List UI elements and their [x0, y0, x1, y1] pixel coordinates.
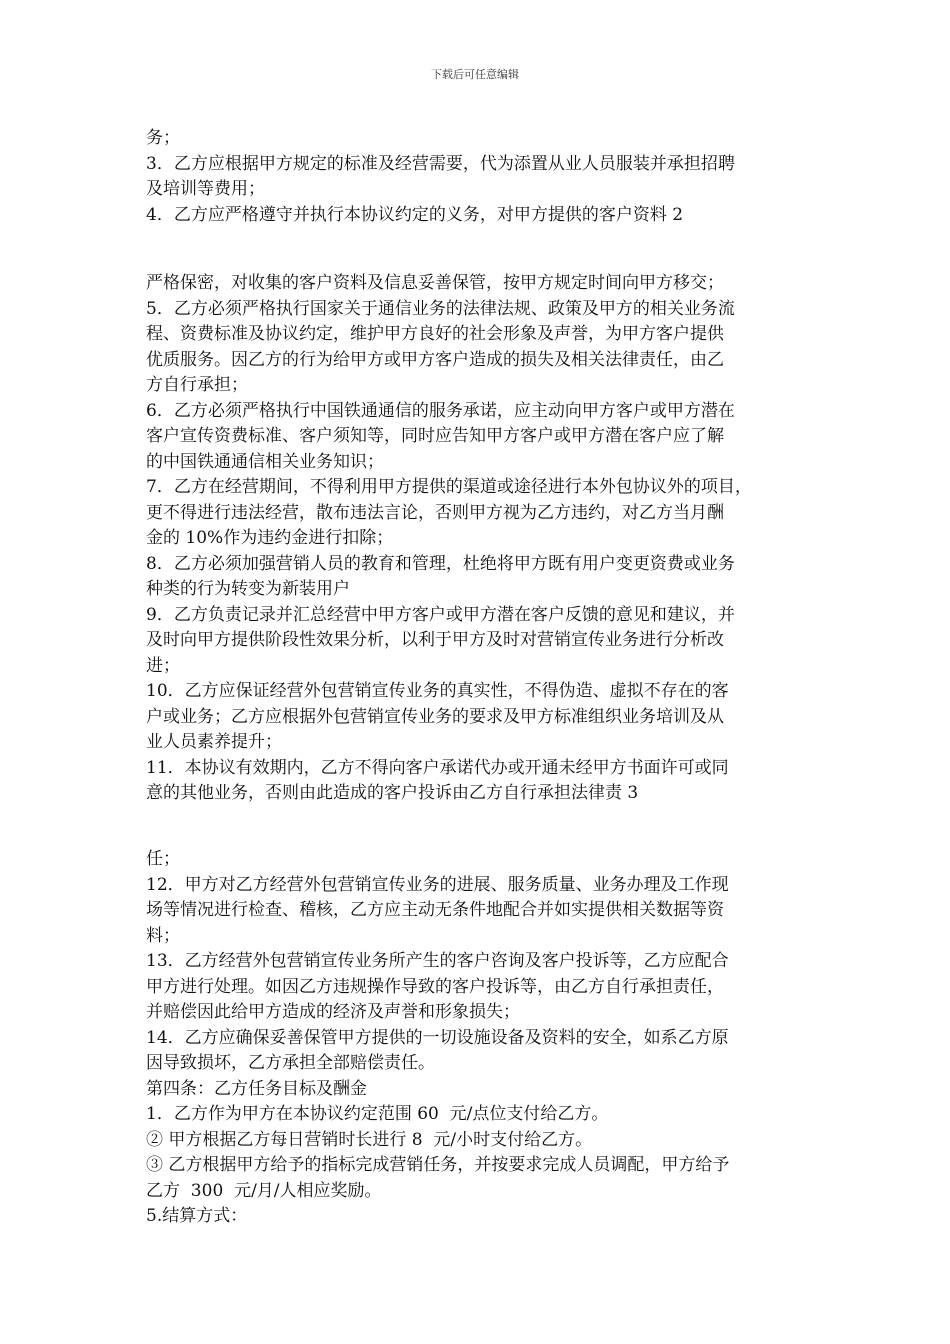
text-line: 5．乙方必须严格执行国家关于通信业务的法律法规、政策及甲方的相关业务流 [146, 298, 735, 319]
text-line: 并赔偿因此给甲方造成的经济及声誉和形象损失； [146, 1002, 520, 1022]
page-header: 下载后可任意编辑 [431, 68, 519, 81]
text-block-3 [146, 847, 820, 1230]
text-line: 及培训等费用； [146, 179, 265, 199]
text-line: 更不得进行违法经营，散布违法言论，否则甲方视为乙方违约，对乙方当月酬 [146, 502, 724, 523]
text-line: 8．乙方必须加强营销人员的教育和管理，杜绝将甲方既有用户变更资费或业务 [146, 553, 735, 574]
text-line: 5.结算方式： [146, 1206, 248, 1226]
text-line: 的中国铁通通信相关业务知识； [146, 451, 384, 472]
text-line: 7．乙方在经营期间，不得利用甲方提供的渠道或途径进行本外包协议外的项目， [146, 477, 752, 497]
text-line: 严格保密，对收集的客户资料及信息妥善保管，按甲方规定时间向甲方移交； [146, 273, 724, 293]
text-line: 11．本协议有效期内，乙方不得向客户承诺代办或开通未经甲方书面许可或同 [146, 757, 729, 778]
text-line: 户或业务；乙方应根据外包营销宣传业务的要求及甲方标准组织业务培训及从 [146, 706, 724, 727]
text-block-1 [146, 126, 820, 228]
text-line: 6．乙方必须严格执行中国铁通通信的服务承诺，应主动向甲方客户或甲方潜在 [146, 400, 735, 421]
text-line: 10．乙方应保证经营外包营销宣传业务的真实性，不得伪造、虚拟不存在的客 [146, 681, 729, 701]
text-line: 乙方 300 元/月/人相应奖励。 [146, 1180, 382, 1201]
text-line: 1．乙方作为甲方在本协议约定范围 60 元/点位支付给乙方。 [146, 1104, 609, 1124]
text-line: 程、资费标准及协议约定，维护甲方良好的社会形象及声誉，为甲方客户提供 [146, 324, 724, 344]
text-line: 4．乙方应严格遵守并执行本协议约定的义务，对甲方提供的客户资料 2 [146, 204, 684, 225]
text-line: 意的其他业务，否则由此造成的客户投诉由乙方自行承担法律责 3 [146, 783, 639, 803]
text-line: 14．乙方应确保妥善保管甲方提供的一切设施设备及资料的安全，如系乙方原 [146, 1027, 729, 1048]
section-heading: 第四条：乙方任务目标及酬金 [146, 1078, 367, 1099]
text-line: 9．乙方负责记录并汇总经营中甲方客户或甲方潜在客户反馈的意见和建议，并 [146, 604, 735, 625]
text-line: 客户宣传资费标准、客户须知等，同时应告知甲方客户或甲方潜在客户应了解 [146, 426, 724, 446]
text-line: 3．乙方应根据甲方规定的标准及经营需要，代为添置从业人员服装并承担招聘 [146, 153, 735, 174]
text-line: 甲方进行处理。如因乙方违规操作导致的客户投诉等，由乙方自行承担责任， [146, 976, 724, 997]
text-line: ② 甲方根据乙方每日营销时长进行 8 元/小时支付给乙方。 [146, 1129, 593, 1150]
text-line: 进； [146, 655, 180, 676]
text-line: 金的 10%作为违约金进行扣除； [146, 528, 394, 548]
text-line: 及时向甲方提供阶段性效果分析，以利于甲方及时对营销宣传业务进行分析改 [146, 630, 724, 650]
text-line: 种类的行为转变为新装用户 [146, 579, 350, 599]
text-line: 务； [146, 128, 180, 148]
text-line: 料； [146, 925, 180, 946]
text-line: 场等情况进行检查、稽核，乙方应主动无条件地配合并如实提供相关数据等资 [146, 900, 724, 920]
text-line: ③ 乙方根据甲方给予的指标完成营销任务，并按要求完成人员调配，甲方给予 [146, 1155, 730, 1175]
text-line: 任； [146, 849, 180, 869]
text-line: 业人员素养提升； [146, 732, 282, 752]
text-line: 13．乙方经营外包营销宣传业务所产生的客户咨询及客户投诉等，乙方应配合 [146, 951, 729, 971]
text-line: 12．甲方对乙方经营外包营销宣传业务的进展、服务质量、业务办理及工作现 [146, 874, 729, 895]
text-line: 方自行承担； [146, 375, 248, 395]
text-line: 优质服务。因乙方的行为给甲方或甲方客户造成的损失及相关法律责任，由乙 [146, 349, 724, 370]
text-block-2 [146, 271, 820, 807]
text-line: 因导致损坏，乙方承担全部赔偿责任。 [146, 1053, 435, 1073]
